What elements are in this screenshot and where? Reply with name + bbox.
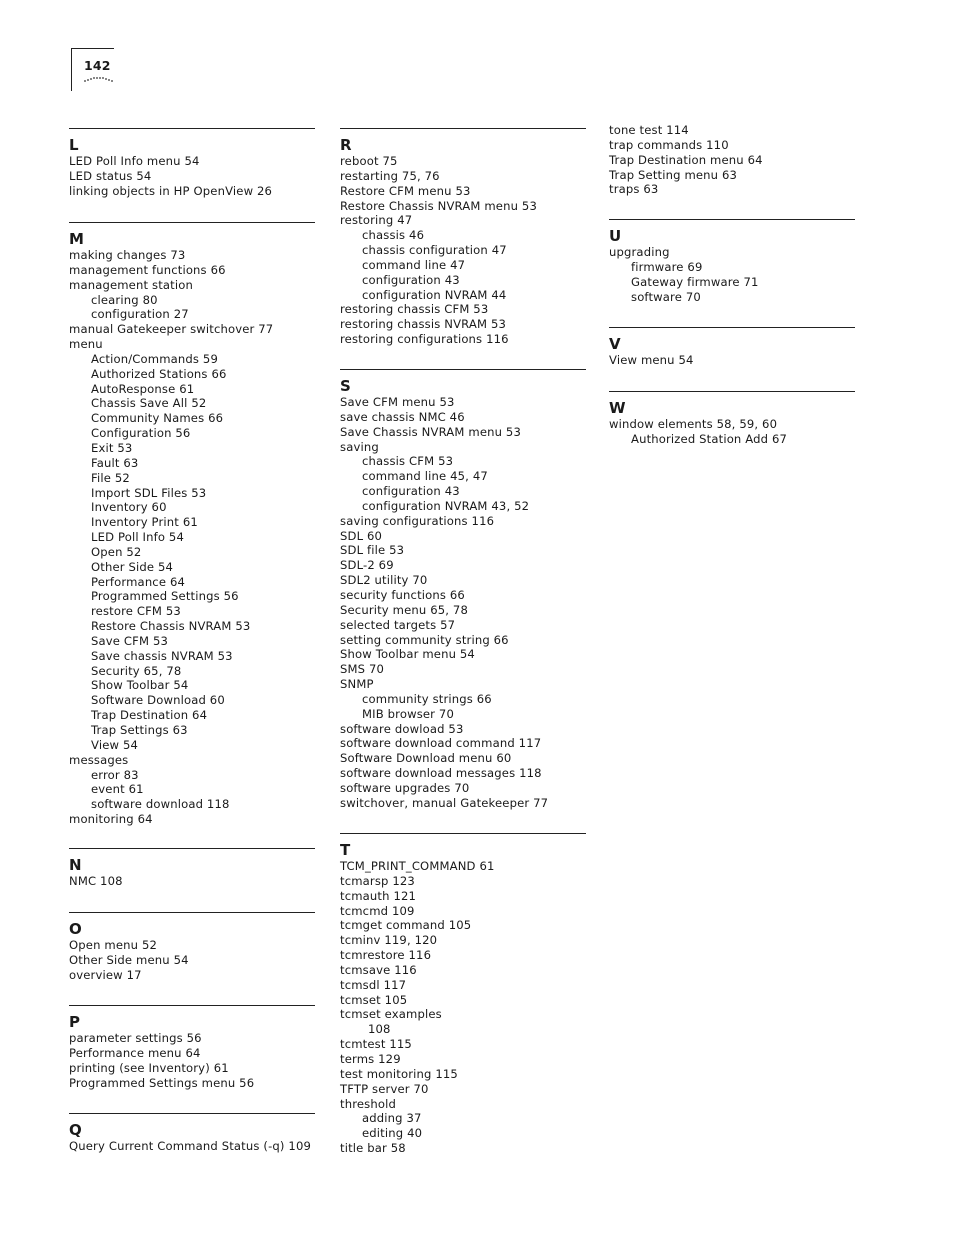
index-entry: parameter settings 56 bbox=[69, 1031, 202, 1045]
index-entry: tcmcmd 109 bbox=[340, 903, 415, 918]
index-subentry: Community Names 66 bbox=[91, 411, 224, 426]
index-entry: Performance menu 64 bbox=[69, 1045, 201, 1060]
index-entry: setting community string 66 bbox=[340, 632, 509, 647]
index-entry: monitoring 64 bbox=[69, 812, 153, 827]
index-section-p bbox=[69, 1005, 315, 1090]
index-entry: software dowload 53 bbox=[340, 721, 464, 736]
index-section-l bbox=[69, 128, 315, 199]
index-entry: tcmrestore 116 bbox=[340, 948, 432, 963]
index-section-r bbox=[340, 128, 586, 347]
index-entry: tone test 114 bbox=[609, 123, 689, 137]
index-entry: Save Chassis NVRAM menu 53 bbox=[340, 424, 521, 439]
index-entry: test monitoring 115 bbox=[340, 1066, 458, 1081]
index-subentry: Trap Settings 63 bbox=[91, 723, 188, 737]
index-entry: LED Poll Info menu 54 bbox=[69, 154, 200, 168]
index-entry: menu bbox=[69, 337, 103, 352]
index-entry: software download command 117 bbox=[340, 736, 542, 751]
index-entry: SNMP bbox=[340, 677, 374, 692]
index-entry: software upgrades 70 bbox=[340, 780, 470, 795]
index-subentry: editing 40 bbox=[362, 1126, 423, 1141]
index-entry: printing (see Inventory) 61 bbox=[69, 1060, 229, 1075]
index-entry: restoring chassis CFM 53 bbox=[340, 302, 489, 317]
index-subentry: Save chassis NVRAM 53 bbox=[91, 648, 233, 663]
index-entry: Security menu 65, 78 bbox=[340, 602, 468, 617]
index-entry: tcmsdl 117 bbox=[340, 977, 407, 992]
index-entry: TFTP server 70 bbox=[340, 1081, 429, 1096]
index-entry: tcmtest 115 bbox=[340, 1037, 412, 1052]
index-subentry: Action/Commands 59 bbox=[91, 351, 218, 366]
index-entry: SDL2 utility 70 bbox=[340, 573, 428, 588]
index-continued-t bbox=[609, 123, 855, 197]
index-entry: restoring chassis NVRAM 53 bbox=[340, 317, 507, 332]
index-subentry: chassis configuration 47 bbox=[362, 243, 507, 258]
section-letter-heading: W bbox=[609, 399, 626, 417]
index-entry: Trap Destination menu 64 bbox=[609, 152, 763, 167]
index-entry: Other Side menu 54 bbox=[69, 952, 189, 967]
index-entry: trap commands 110 bbox=[609, 137, 729, 152]
index-entry: traps 63 bbox=[609, 182, 659, 197]
index-entry: overview 17 bbox=[69, 967, 142, 982]
index-subentry: community strings 66 bbox=[362, 691, 492, 706]
index-subentry: Show Toolbar 54 bbox=[91, 678, 189, 693]
index-entry: Restore Chassis NVRAM menu 53 bbox=[340, 198, 537, 213]
index-entry: management functions 66 bbox=[69, 262, 226, 277]
index-subentry: Inventory 60 bbox=[91, 500, 167, 515]
index-subentry: Authorized Station Add 67 bbox=[631, 431, 788, 446]
index-subentry: event 61 bbox=[91, 782, 144, 797]
index-subentry: command line 45, 47 bbox=[362, 469, 488, 484]
index-entry: linking objects in HP OpenView 26 bbox=[69, 183, 273, 198]
index-subentry: Software Download 60 bbox=[91, 693, 225, 708]
index-subentry: chassis 46 bbox=[362, 228, 425, 243]
index-subentry: Gateway firmware 71 bbox=[631, 274, 759, 289]
index-subentry: configuration NVRAM 44 bbox=[362, 287, 507, 302]
index-entry: SMS 70 bbox=[340, 662, 385, 677]
index-entry: window elements 58, 59, 60 bbox=[609, 417, 778, 431]
index-entry: messages bbox=[69, 752, 129, 767]
index-subentry: Configuration 56 bbox=[91, 426, 191, 441]
index-entry: SDL 60 bbox=[340, 528, 383, 543]
index-entry: restoring configurations 116 bbox=[340, 332, 509, 347]
index-section-q bbox=[69, 1113, 315, 1154]
index-subentry: Open 52 bbox=[91, 544, 142, 559]
index-entry: Show Toolbar menu 54 bbox=[340, 647, 475, 662]
index-subentry: Chassis Save All 52 bbox=[91, 396, 207, 411]
index-subentry: Security 65, 78 bbox=[91, 663, 182, 678]
index-section-m bbox=[69, 222, 315, 827]
index-subentry: command line 47 bbox=[362, 257, 466, 272]
index-entry: tcmget command 105 bbox=[340, 918, 472, 933]
index-entry: saving bbox=[340, 439, 379, 454]
index-section-w bbox=[609, 391, 855, 447]
index-entry: Restore CFM menu 53 bbox=[340, 183, 471, 198]
index-entry: tcmauth 121 bbox=[340, 888, 417, 903]
index-entry: Save CFM menu 53 bbox=[340, 395, 455, 409]
section-letter-heading: L bbox=[69, 136, 79, 154]
index-entry: making changes 73 bbox=[69, 248, 186, 262]
index-subentry: error 83 bbox=[91, 767, 139, 782]
page-number: 142 bbox=[84, 58, 111, 73]
index-subentry: Save CFM 53 bbox=[91, 633, 168, 648]
index-entry: SDL-2 69 bbox=[340, 558, 394, 573]
index-subentry: Programmed Settings 56 bbox=[91, 589, 239, 604]
index-subentry: Inventory Print 61 bbox=[91, 515, 198, 530]
index-subentry: configuration 27 bbox=[91, 307, 189, 322]
index-subentry: configuration 43 bbox=[362, 272, 460, 287]
index-entry: tcmsave 116 bbox=[340, 962, 417, 977]
index-entry: tcmarsp 123 bbox=[340, 873, 415, 888]
index-entry: TCM_PRINT_COMMAND 61 bbox=[340, 859, 495, 873]
index-subentry: restore CFM 53 bbox=[91, 604, 181, 619]
index-entry: management station bbox=[69, 277, 193, 292]
index-entry: Programmed Settings menu 56 bbox=[69, 1075, 255, 1090]
index-subentry: Trap Destination 64 bbox=[91, 708, 208, 723]
index-subentry: software download 118 bbox=[91, 797, 230, 812]
section-letter-heading: P bbox=[69, 1013, 80, 1031]
index-entry: restoring 47 bbox=[340, 213, 413, 228]
index-section-v bbox=[609, 327, 855, 368]
index-entry: View menu 54 bbox=[609, 353, 694, 367]
index-section-o bbox=[69, 912, 315, 983]
index-entry: tcmset 105 bbox=[340, 992, 408, 1007]
index-subentry: adding 37 bbox=[362, 1111, 422, 1126]
index-entry: software download messages 118 bbox=[340, 766, 542, 781]
index-entry: SDL file 53 bbox=[340, 543, 405, 558]
index-subentry: Authorized Stations 66 bbox=[91, 366, 227, 381]
index-subentry: firmware 69 bbox=[631, 259, 703, 274]
section-letter-heading: Q bbox=[69, 1121, 82, 1139]
section-letter-heading: V bbox=[609, 335, 621, 353]
section-letter-heading: U bbox=[609, 227, 622, 245]
index-subentry: Exit 53 bbox=[91, 440, 133, 455]
page-number-dots bbox=[84, 75, 114, 83]
index-entry: upgrading bbox=[609, 245, 670, 259]
index-subentry: View 54 bbox=[91, 737, 139, 752]
index-entry: reboot 75 bbox=[340, 154, 398, 168]
index-subentry: AutoResponse 61 bbox=[91, 381, 195, 396]
index-subentry: LED Poll Info 54 bbox=[91, 530, 184, 545]
section-letter-heading: T bbox=[340, 841, 351, 859]
index-subentry: Import SDL Files 53 bbox=[91, 485, 207, 500]
index-subentry: 108 bbox=[368, 1022, 391, 1037]
index-entry: LED status 54 bbox=[69, 168, 152, 183]
index-subentry: configuration NVRAM 43, 52 bbox=[362, 498, 530, 513]
index-entry: security functions 66 bbox=[340, 587, 465, 602]
index-entry: title bar 58 bbox=[340, 1141, 406, 1156]
index-section-u bbox=[609, 219, 855, 304]
index-subentry: File 52 bbox=[91, 470, 130, 485]
index-entry: save chassis NMC 46 bbox=[340, 409, 465, 424]
index-entry: tcmset examples bbox=[340, 1007, 442, 1022]
index-subentry: chassis CFM 53 bbox=[362, 454, 454, 469]
index-subentry: Performance 64 bbox=[91, 574, 186, 589]
index-entry: Open menu 52 bbox=[69, 938, 158, 952]
index-entry: Trap Setting menu 63 bbox=[609, 167, 738, 182]
index-entry: terms 129 bbox=[340, 1051, 401, 1066]
index-entry: tcminv 119, 120 bbox=[340, 933, 438, 948]
index-entry: threshold bbox=[340, 1096, 396, 1111]
index-entry: Query Current Command Status (-q) 109 bbox=[69, 1139, 312, 1153]
section-letter-heading: R bbox=[340, 136, 352, 154]
index-section-s bbox=[340, 369, 586, 811]
section-letter-heading: N bbox=[69, 856, 82, 874]
index-subentry: Restore Chassis NVRAM 53 bbox=[91, 619, 251, 634]
index-subentry: software 70 bbox=[631, 289, 701, 304]
section-letter-heading: M bbox=[69, 230, 84, 248]
index-subentry: Fault 63 bbox=[91, 455, 139, 470]
index-entry: switchover, manual Gatekeeper 77 bbox=[340, 795, 549, 810]
index-entry: restarting 75, 76 bbox=[340, 168, 440, 183]
index-subentry: configuration 43 bbox=[362, 484, 460, 499]
index-entry: selected targets 57 bbox=[340, 617, 456, 632]
index-entry: saving configurations 116 bbox=[340, 513, 495, 528]
index-subentry: clearing 80 bbox=[91, 292, 158, 307]
section-letter-heading: S bbox=[340, 377, 351, 395]
section-letter-heading: O bbox=[69, 920, 82, 938]
index-subentry: MIB browser 70 bbox=[362, 706, 454, 721]
index-entry: NMC 108 bbox=[69, 874, 123, 888]
index-entry: manual Gatekeeper switchover 77 bbox=[69, 322, 274, 337]
index-section-n bbox=[69, 848, 315, 889]
index-entry: Software Download menu 60 bbox=[340, 751, 512, 766]
index-section-t bbox=[340, 833, 586, 1156]
index-subentry: Other Side 54 bbox=[91, 559, 174, 574]
